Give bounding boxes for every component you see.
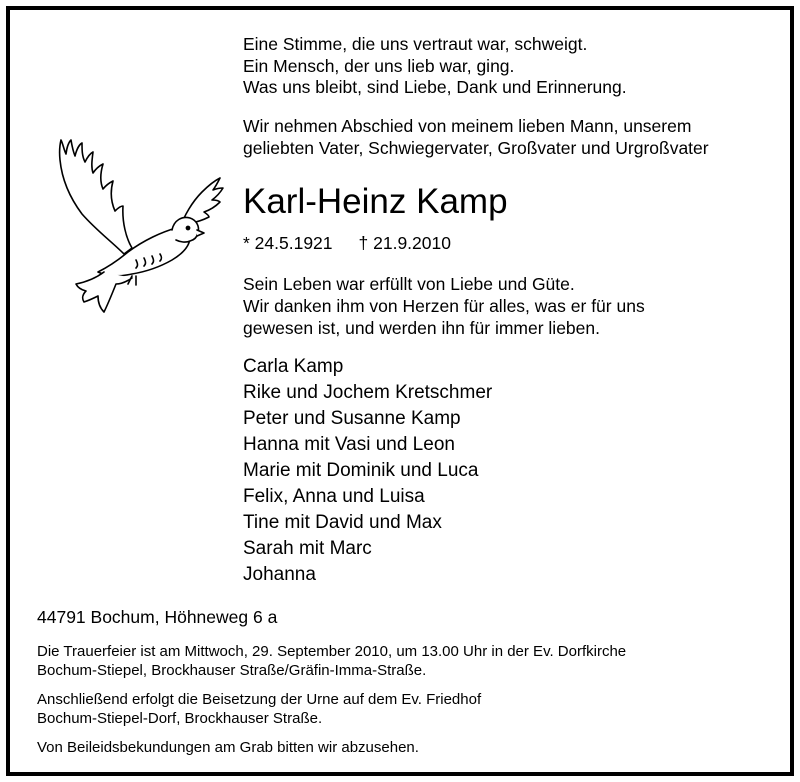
family-address: 44791 Bochum, Höhneweg 6 a <box>37 607 278 627</box>
mourner: Carla Kamp <box>243 356 344 377</box>
mourner: Rike und Jochem Kretschmer <box>243 382 493 403</box>
notice-line: Bochum-Stiepel, Brockhauser Straße/Gräfin-Imma-Straße. <box>37 662 427 679</box>
birth-date: * 24.5.1921 <box>243 233 333 253</box>
mourner: Sarah mit Marc <box>243 538 372 559</box>
intro-line: geliebten Vater, Schwiegervater, Großvater und Urgroßvater <box>243 137 709 158</box>
mourner: Marie mit Dominik und Luca <box>243 460 479 481</box>
notice-line: Die Trauerfeier ist am Mittwoch, 29. September 2010, um 13.00 Uhr in der Ev. Dorfkirche <box>37 643 627 660</box>
verse-line: Was uns bleibt, sind Liebe, Dank und Erinnerung. <box>243 77 627 97</box>
deceased-name: Karl-Heinz Kamp <box>243 182 508 221</box>
funeral-notice <box>37 642 787 680</box>
dove-icon <box>40 136 230 316</box>
condolence-notice <box>37 738 787 757</box>
intro-line: Wir nehmen Abschied von meinem lieben Mann, unserem <box>243 116 692 136</box>
burial-notice <box>37 690 787 728</box>
life-dates <box>243 232 783 254</box>
death-date: † 21.9.2010 <box>358 233 451 253</box>
tribute-line: gewesen ist, und werden ihn für immer lieben. <box>243 318 600 338</box>
notice-line: Bochum-Stiepel-Dorf, Brockhauser Straße. <box>37 710 323 727</box>
farewell-intro <box>243 116 783 159</box>
tribute <box>243 273 783 339</box>
tribute-line: Sein Leben war erfüllt von Liebe und Güte. <box>243 274 575 294</box>
mourner: Felix, Anna und Luisa <box>243 486 425 507</box>
notice-line: Anschließend erfolgt die Beisetzung der Urne auf dem Ev. Friedhof <box>37 691 482 708</box>
mourner: Tine mit David und Max <box>243 512 442 533</box>
verse-line: Eine Stimme, die uns vertraut war, schweigt. <box>243 34 588 54</box>
verse <box>243 34 783 99</box>
mourners-list <box>243 354 783 588</box>
tribute-line: Wir danken ihm von Herzen für alles, was er für uns <box>243 296 645 316</box>
mourner: Hanna mit Vasi und Leon <box>243 434 455 455</box>
notice-line: Von Beileidsbekundungen am Grab bitten wir abzusehen. <box>37 739 419 756</box>
obituary-frame <box>6 6 794 776</box>
verse-line: Ein Mensch, der uns lieb war, ging. <box>243 55 515 76</box>
mourner: Peter und Susanne Kamp <box>243 408 461 429</box>
mourner: Johanna <box>243 564 316 585</box>
